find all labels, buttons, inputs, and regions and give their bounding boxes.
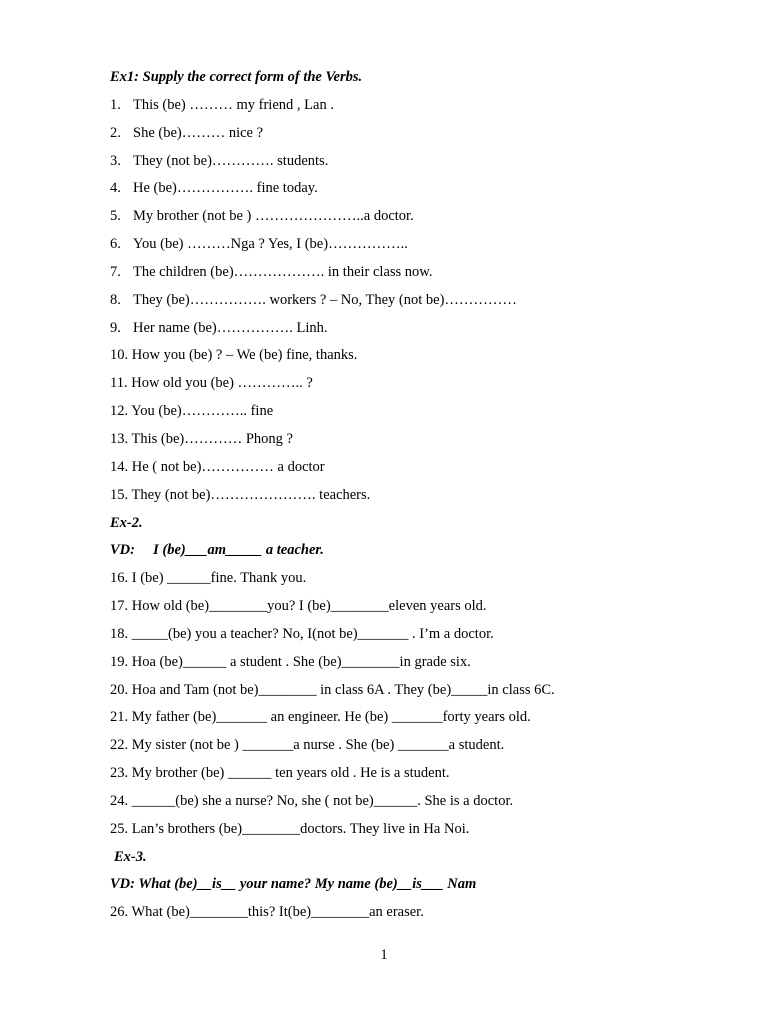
item-text: Lan’s brothers (be)________doctors. They live in Ha Noi. <box>131 820 470 837</box>
item-text: I (be) ______fine. Thank you. <box>131 570 307 587</box>
page-number: 1 <box>380 947 388 963</box>
item-number: 1. <box>110 96 121 113</box>
item-number: 17. <box>110 598 129 615</box>
item-text: My father (be)_______ an engineer. He (be) _______forty years old. <box>131 709 531 726</box>
item-number: 6. <box>110 236 121 253</box>
item-text: You (be)………….. fine <box>131 403 274 420</box>
item-text: The children (be)………………. in their class now. <box>133 263 433 280</box>
worksheet-content <box>110 66 710 929</box>
ex2-heading: Ex-2. <box>110 514 143 531</box>
item-number: 8. <box>110 291 121 308</box>
exercise-item <box>110 484 710 512</box>
item-text: My brother (not be ) …………………..a doctor. <box>133 208 414 225</box>
item-text: What (be)________this? It(be)________an eraser. <box>131 904 424 921</box>
item-text: He ( not be)…………… a doctor <box>131 458 325 475</box>
exercise-item <box>110 344 710 372</box>
exercise-item <box>110 177 710 205</box>
item-text: My sister (not be ) _______a nurse . She (be) _______a student. <box>131 737 505 754</box>
item-number: 20. <box>110 681 129 698</box>
item-text: How old you (be) ………….. ? <box>131 375 313 392</box>
item-text: This (be)………… Phong ? <box>131 430 293 447</box>
exercise-item <box>110 901 710 929</box>
item-text: How old (be)________you? I (be)________eleven years old. <box>131 598 487 615</box>
exercise-item <box>110 790 710 818</box>
item-number: 21. <box>110 709 129 726</box>
exercise-item <box>110 317 710 345</box>
item-number: 9. <box>110 319 121 336</box>
exercise-item <box>110 706 710 734</box>
item-text: This (be) ……… my friend , Lan . <box>133 96 334 113</box>
exercise-item <box>110 679 710 707</box>
exercise-item <box>110 567 710 595</box>
item-text: How you (be) ? – We (be) fine, thanks. <box>131 347 358 364</box>
item-number: 11. <box>110 375 128 392</box>
item-number: 24. <box>110 792 129 809</box>
exercise-item <box>110 595 710 623</box>
item-number: 12. <box>110 403 129 420</box>
exercise-item <box>110 94 710 122</box>
item-number: 10. <box>110 347 129 364</box>
item-number: 4. <box>110 180 121 197</box>
item-number: 22. <box>110 737 129 754</box>
exercise-item <box>110 150 710 178</box>
exercise-item <box>110 261 710 289</box>
exercise-item <box>110 762 710 790</box>
item-number: 7. <box>110 263 121 280</box>
exercise-item <box>110 651 710 679</box>
ex3-example: VD: What (be)__is__ your name? My name (be)__is___ Nam <box>110 876 477 893</box>
item-text: He (be)……………. fine today. <box>133 180 318 197</box>
item-number: 25. <box>110 820 129 837</box>
exercise-item <box>110 400 710 428</box>
item-text: You (be) ………Nga ? Yes, I (be)…………….. <box>133 236 408 253</box>
item-number: 23. <box>110 765 129 782</box>
exercise-item <box>110 428 710 456</box>
exercise-item <box>110 205 710 233</box>
exercise-item <box>110 734 710 762</box>
item-number: 19. <box>110 653 129 670</box>
item-number: 2. <box>110 124 121 141</box>
item-number: 15. <box>110 486 129 503</box>
item-text: ______(be) she a nurse? No, she ( not be)______. She is a doctor. <box>131 792 514 809</box>
item-number: 14. <box>110 458 129 475</box>
item-number: 16. <box>110 570 129 587</box>
item-text: Hoa (be)______ a student . She (be)________in grade six. <box>131 653 471 670</box>
item-text: They (not be)…………. students. <box>133 152 329 169</box>
item-number: 13. <box>110 430 129 447</box>
exercise-item <box>110 122 710 150</box>
item-text: She (be)……… nice ? <box>133 124 264 141</box>
ex1-heading: Ex1: Supply the correct form of the Verbs. <box>110 69 363 85</box>
exercise-item <box>110 372 710 400</box>
item-text: Her name (be)……………. Linh. <box>133 319 328 336</box>
ex2-example: VD: I (be)___am_____ a teacher. <box>110 542 324 559</box>
item-text: Hoa and Tam (not be)________ in class 6A . They (be)_____in class 6C. <box>131 681 555 698</box>
item-text: They (not be)…………………. teachers. <box>131 486 371 503</box>
item-number: 5. <box>110 208 121 225</box>
item-number: 18. <box>110 625 129 642</box>
item-text: They (be)……………. workers ? – No, They (not be)…………… <box>133 291 517 308</box>
exercise-item <box>110 623 710 651</box>
item-number: 26. <box>110 904 129 921</box>
exercise-item <box>110 233 710 261</box>
exercise-item <box>110 818 710 846</box>
ex3-heading: Ex-3. <box>114 848 147 865</box>
item-text: _____(be) you a teacher? No, I(not be)_______ . I’m a doctor. <box>131 625 494 642</box>
exercise-item <box>110 456 710 484</box>
exercise-item <box>110 289 710 317</box>
item-text: My brother (be) ______ ten years old . He is a student. <box>131 765 450 782</box>
item-number: 3. <box>110 152 121 169</box>
